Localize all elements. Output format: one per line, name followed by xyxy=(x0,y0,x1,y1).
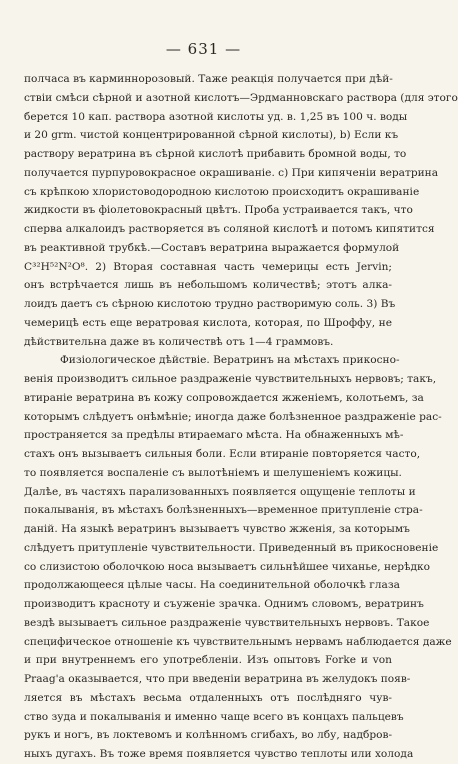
text-line: дѣйствительна даже въ количествѣ отъ 1—4 граммовъ. xyxy=(24,335,334,348)
text-line: рукъ и ногъ, въ локтевомъ и колѣнномъ сгибахъ, во лбу, надбров- xyxy=(24,729,393,742)
page-number: — 631 — xyxy=(165,40,242,58)
text-line: вездѣ вызываетъ сильное раздраженіе чувствительныхъ нервовъ. Такое xyxy=(24,616,430,629)
text-line: даній. На языкѣ вератринъ вызываетъ чувство жженія, за которымъ xyxy=(24,523,410,535)
text-line: Praag'a оказывается, что при введеніи вератрина въ желудокъ появ- xyxy=(24,673,411,685)
text-line: продолжающееся цѣлые часы. На соединительной оболочкѣ глаза xyxy=(24,579,400,592)
text-line: специфическое отношеніе къ чувствительнымъ нервамъ наблюдается даже xyxy=(24,635,452,648)
text-line: Физіологическое дѣйствіе. Вератринъ на мѣстахъ прикосно- xyxy=(60,354,400,367)
text-line: венія производитъ сильное раздраженіе чувствительныхъ нервовъ; такъ, xyxy=(24,373,437,385)
text-line: покалыванія, въ мѣстахъ болѣзненныхъ—временное притупленіе стра- xyxy=(24,504,423,517)
text-line: ныхъ дугахъ. Въ тоже время появляется чувство теплоты или холода xyxy=(24,748,414,760)
text-line: и при внутреннемъ его употребленіи. Изъ опытовъ Forke и von xyxy=(24,654,392,667)
text-line: ство зуда и покалыванія и именно чаще всего въ концахъ пальцевъ xyxy=(24,710,404,723)
text-line: со слизистою оболочкою носа вызываетъ сильнѣйшее чиханье, нерѣдко xyxy=(24,560,430,573)
body-text xyxy=(24,70,458,764)
text-line: C³²H⁵²N²O⁸. 2) Вторая составная часть чемерицы есть Jervin; xyxy=(24,260,392,273)
text-line: Далѣе, въ частяхъ парализованныхъ появляется ощущеніе теплоты и xyxy=(24,485,416,498)
text-line: слѣдуетъ притупленіе чувствительности. Приведенный въ прикосновеніе xyxy=(24,541,439,554)
text-line: стахъ онъ вызываетъ сильныя боли. Если втираніе повторяется часто, xyxy=(24,448,421,460)
text-line: берется 10 кап. раствора азотной кислоты уд. в. 1,25 въ 100 ч. воды xyxy=(24,110,408,123)
text-line: онъ встрѣчается лишь въ небольшомъ количествѣ; этотъ алка- xyxy=(24,279,392,292)
text-line: раствору вератрина въ сѣрной кислотѣ прибавить бромной воды, то xyxy=(24,148,407,160)
text-line: сперва алкалоидъ растворяется въ соляной кислотѣ и потомъ кипятится xyxy=(24,223,435,235)
text-line: лоидъ даетъ съ сѣрною кислотою трудно растворимую соль. 3) Въ xyxy=(24,298,396,310)
text-line: въ реактивной трубкѣ.—Составъ вератрина выражается формулой xyxy=(24,241,400,254)
text-line: чемерицѣ есть еще вератровая кислота, которая, по Шроффу, не xyxy=(24,316,392,329)
text-line: съ крѣпкою хлористоводородною кислотою происходитъ окрашиваніе xyxy=(24,185,420,198)
text-line: то появляется воспаленіе съ вылотѣніемъ и шелушеніемъ кожицы. xyxy=(24,466,402,479)
text-line: втираніе вератрина въ кожу сопровождается жженіемъ, колотьемъ, за xyxy=(24,391,424,404)
text-line: ляется въ мѣстахъ весьма отдаленныхъ отъ послѣдняго чув- xyxy=(24,691,392,704)
text-line: и 20 grm. чистой концентрированной сѣрной кислоты), b) Если къ xyxy=(24,129,399,142)
text-line: пространяется за предѣлы втираемаго мѣста. На обнаженныхъ мѣ- xyxy=(24,429,404,442)
text-line: жидкости въ фіолетовокрасный цвѣтъ. Проба устраивается такъ, что xyxy=(24,204,413,217)
text-line: ствіи смѣси сѣрной и азотной кислотъ—Эрдманновскаго раствора (для этого xyxy=(24,91,458,104)
text-line: полчаса въ карминнорозовый. Таже реакція получается при дѣй- xyxy=(24,73,393,85)
text-line: получается пурпуровокрасное окрашиваніе. c) При кипяченіи вератрина xyxy=(24,166,439,179)
text-line: производитъ краснотy и съуженіе зрачка. Однимъ словомъ, вератринъ xyxy=(24,598,424,610)
text-line: которымъ слѣдуетъ онѣмѣніе; иногда даже болѣзненное раздраженіе рас- xyxy=(24,410,442,423)
